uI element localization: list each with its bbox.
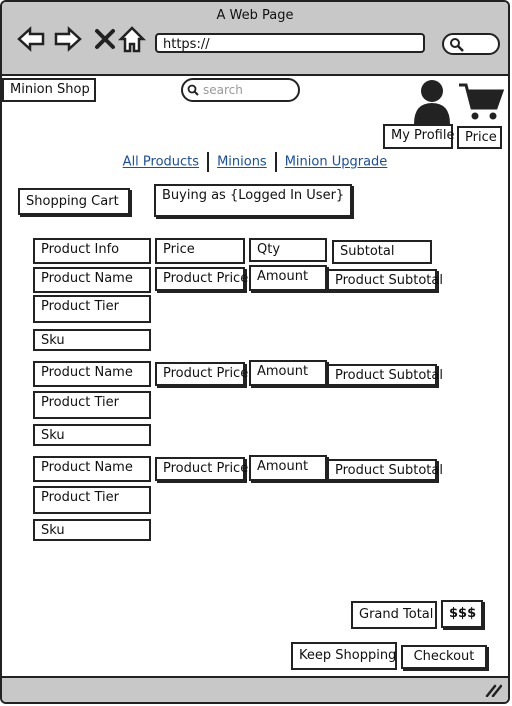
user-icon[interactable] bbox=[412, 78, 452, 124]
resize-grip-icon[interactable] bbox=[484, 683, 502, 697]
nav-link-all-products[interactable]: All Products bbox=[122, 154, 200, 170]
product-subtotal: Product Subtotal bbox=[327, 364, 437, 386]
my-profile-button[interactable]: My Profile bbox=[383, 124, 453, 149]
product-tier: Product Tier bbox=[33, 486, 151, 514]
category-nav bbox=[2, 152, 508, 172]
shopping-cart-title: Shopping Cart bbox=[18, 188, 130, 215]
cart-icon[interactable] bbox=[458, 82, 504, 122]
header-subtotal: Subtotal bbox=[332, 240, 432, 264]
search-icon bbox=[449, 37, 465, 53]
nav-separator bbox=[275, 152, 277, 172]
nav-separator bbox=[207, 152, 209, 172]
search-icon bbox=[187, 84, 199, 96]
product-price: Product Price bbox=[155, 457, 245, 481]
product-price: Product Price bbox=[155, 362, 245, 386]
product-name[interactable]: Product Name bbox=[33, 456, 151, 482]
status-bar bbox=[2, 676, 508, 702]
grand-total-label: Grand Total bbox=[351, 601, 437, 629]
product-tier: Product Tier bbox=[33, 295, 151, 323]
price-button[interactable]: Price bbox=[457, 126, 502, 149]
product-subtotal: Product Subtotal bbox=[327, 459, 437, 481]
header-qty: Qty bbox=[249, 238, 327, 262]
browser-search-button[interactable] bbox=[442, 33, 500, 55]
product-tier: Product Tier bbox=[33, 391, 151, 419]
product-price: Product Price bbox=[155, 267, 245, 291]
product-subtotal: Product Subtotal bbox=[327, 269, 437, 291]
url-bar[interactable]: https:// bbox=[155, 33, 425, 53]
forward-icon[interactable] bbox=[53, 24, 83, 54]
buying-as-label: Buying as {Logged In User} bbox=[154, 184, 352, 217]
product-amount[interactable]: Amount bbox=[249, 360, 327, 386]
product-amount[interactable]: Amount bbox=[249, 455, 327, 481]
product-sku: Sku bbox=[33, 329, 151, 351]
home-icon[interactable] bbox=[117, 24, 147, 54]
header-product-info: Product Info bbox=[33, 238, 151, 264]
product-name[interactable]: Product Name bbox=[33, 267, 151, 293]
nav-link-minion-upgrade[interactable]: Minion Upgrade bbox=[284, 154, 388, 170]
back-icon[interactable] bbox=[16, 24, 46, 54]
product-sku: Sku bbox=[33, 519, 151, 541]
header-price: Price bbox=[155, 238, 245, 264]
checkout-button[interactable]: Checkout bbox=[401, 645, 487, 669]
keep-shopping-button[interactable]: Keep Shopping bbox=[291, 642, 397, 670]
window-title: A Web Page bbox=[216, 8, 294, 23]
grand-total-value: $$$ bbox=[441, 600, 483, 628]
product-sku: Sku bbox=[33, 424, 151, 446]
browser-titlebar bbox=[2, 2, 508, 76]
shop-name[interactable]: Minion Shop bbox=[2, 78, 96, 102]
product-amount[interactable]: Amount bbox=[249, 265, 327, 291]
nav-link-minions[interactable]: Minions bbox=[217, 154, 267, 170]
close-icon[interactable] bbox=[90, 24, 120, 54]
product-name[interactable]: Product Name bbox=[33, 361, 151, 387]
search-input[interactable]: search bbox=[181, 78, 300, 102]
